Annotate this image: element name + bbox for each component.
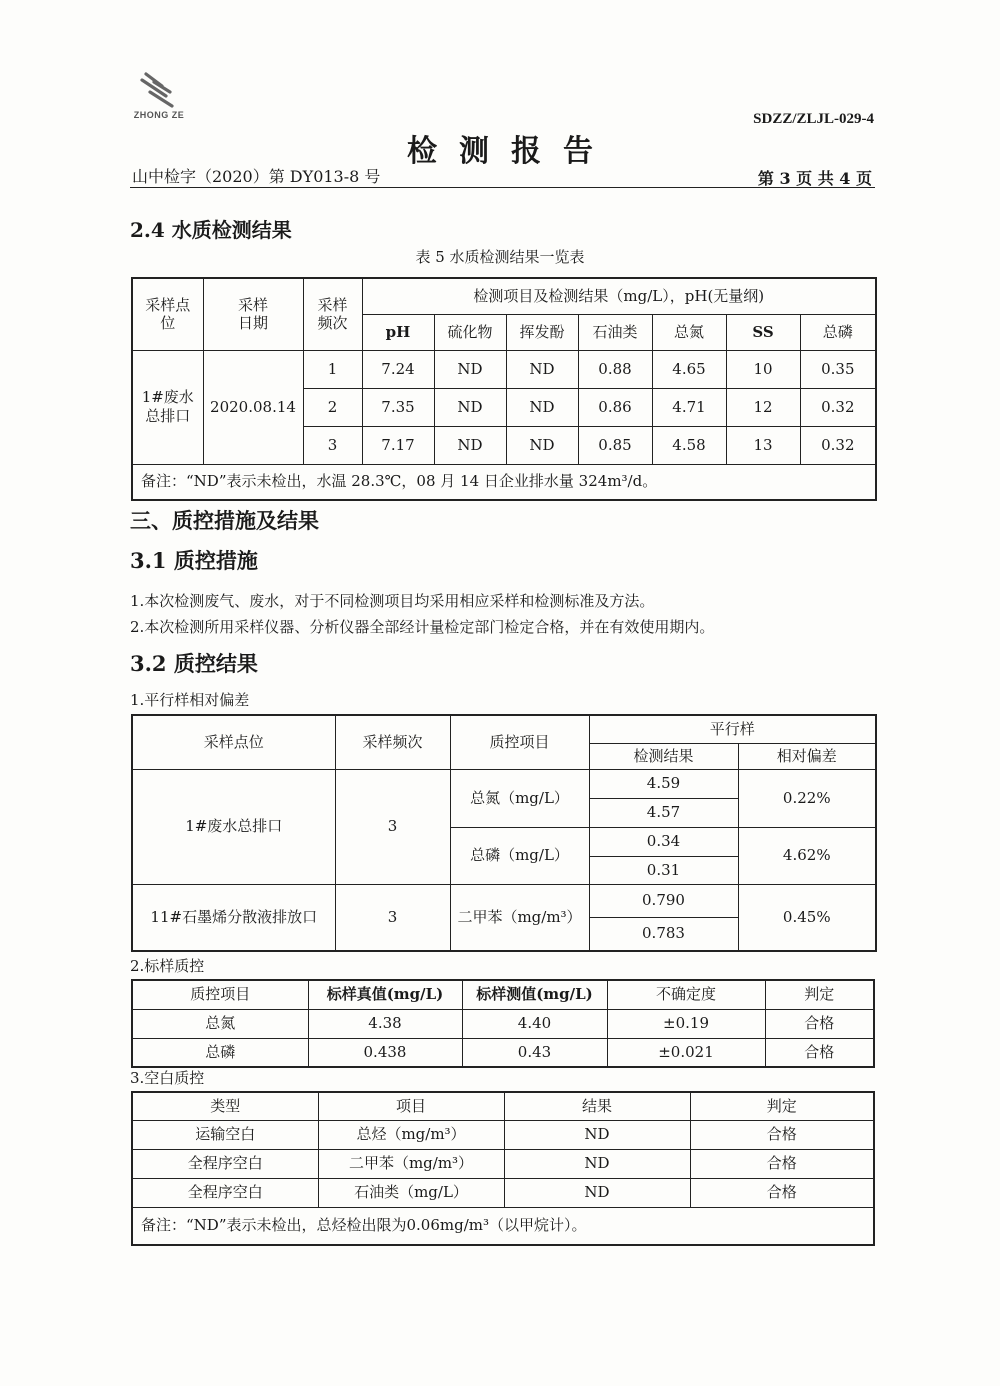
- deviation-cell: 4.62%: [738, 827, 876, 884]
- header-item-oil: 石油类: [578, 314, 652, 350]
- cell: 合格: [690, 1120, 874, 1149]
- logo-text: ZHONG ZE: [133, 110, 185, 120]
- value-cell: 0.35: [800, 350, 876, 388]
- freq-cell: 3: [303, 426, 362, 464]
- header-item-ph: pH: [362, 314, 434, 350]
- table-row: [132, 769, 876, 798]
- cell: 合格: [690, 1149, 874, 1178]
- section-3-2-heading: 3.2 质控结果: [130, 651, 258, 676]
- water-quality-table: [131, 277, 877, 501]
- cell: ±0.021: [607, 1038, 765, 1067]
- value-cell: 4.58: [652, 426, 726, 464]
- cell: 4.38: [308, 1009, 462, 1038]
- header-item: 质控项目: [450, 715, 589, 769]
- blank-label: 3.空白质控: [130, 1069, 205, 1087]
- header-freq: 采样频次: [303, 278, 362, 350]
- table-row: [132, 1149, 874, 1178]
- item-cell: 总磷（mg/L）: [450, 827, 589, 884]
- value-cell: 0.32: [800, 388, 876, 426]
- qc-measure-1: 1.本次检测废气、废水，对于不同检测项目均采用相应采样和检测标准及方法。: [130, 592, 655, 610]
- header-cell: 标样真值(mg/L): [308, 980, 462, 1009]
- site-cell: 1#废水总排口: [132, 350, 203, 464]
- value-cell: 0.32: [800, 426, 876, 464]
- value-cell: 0.88: [578, 350, 652, 388]
- cell: 合格: [765, 1038, 874, 1067]
- value-cell: 12: [726, 388, 800, 426]
- value-cell: 13: [726, 426, 800, 464]
- header-parallel-group: 平行样: [589, 715, 876, 743]
- section-3-1-heading: 3.1 质控措施: [130, 548, 258, 573]
- header-cell: 结果: [504, 1092, 690, 1120]
- item-cell: 二甲苯（mg/m³）: [450, 884, 589, 951]
- parallel-label: 1.平行样相对偏差: [130, 691, 250, 709]
- table-row: [132, 1009, 874, 1038]
- table-note: 备注：“ND”表示未检出，水温 28.3℃，08 月 14 日企业排水量 324m³/d。: [132, 464, 876, 500]
- value-cell: 7.24: [362, 350, 434, 388]
- header-deviation: 相对偏差: [738, 743, 876, 769]
- cell: 运输空白: [132, 1120, 318, 1149]
- header-item-tn: 总氮: [652, 314, 726, 350]
- cell: 全程序空白: [132, 1149, 318, 1178]
- table-row: [132, 1178, 874, 1207]
- header-divider: [130, 187, 875, 188]
- header-cell: 判定: [690, 1092, 874, 1120]
- cell: 合格: [765, 1009, 874, 1038]
- site-cell: 1#废水总排口: [132, 769, 335, 884]
- value-cell: ND: [506, 388, 578, 426]
- cell: 合格: [690, 1178, 874, 1207]
- value-cell: 4.71: [652, 388, 726, 426]
- page-title: 检测报告: [407, 134, 615, 169]
- value-cell: 7.35: [362, 388, 434, 426]
- cell: 总氮: [132, 1009, 308, 1038]
- value-cell: ND: [434, 388, 506, 426]
- value-cell: 7.17: [362, 426, 434, 464]
- deviation-cell: 0.22%: [738, 769, 876, 827]
- result-cell: 0.790: [589, 884, 738, 917]
- value-cell: 10: [726, 350, 800, 388]
- cell: 二甲苯（mg/m³）: [318, 1149, 504, 1178]
- cell: 0.438: [308, 1038, 462, 1067]
- standard-sample-table: [131, 979, 875, 1068]
- value-cell: ND: [506, 350, 578, 388]
- cell: 总磷: [132, 1038, 308, 1067]
- header-cell: 不确定度: [607, 980, 765, 1009]
- header-item-sulfide: 硫化物: [434, 314, 506, 350]
- deviation-cell: 0.45%: [738, 884, 876, 951]
- section-3-heading: 三、质控措施及结果: [130, 508, 319, 533]
- document-code: SDZZ/ZLJL-029-4: [753, 111, 874, 127]
- cell: 石油类（mg/L）: [318, 1178, 504, 1207]
- result-cell: 0.31: [589, 856, 738, 884]
- cell: 4.40: [462, 1009, 607, 1038]
- table-row: [132, 1038, 874, 1067]
- header-item-phenol: 挥发酚: [506, 314, 578, 350]
- table-row: [132, 350, 876, 388]
- result-cell: 4.57: [589, 798, 738, 827]
- date-cell: 2020.08.14: [203, 350, 303, 464]
- header-freq: 采样频次: [335, 715, 450, 769]
- result-cell: 4.59: [589, 769, 738, 798]
- value-cell: 4.65: [652, 350, 726, 388]
- header-cell: 项目: [318, 1092, 504, 1120]
- cell: 总烃（mg/m³）: [318, 1120, 504, 1149]
- table-note: 备注：“ND”表示未检出，总烃检出限为0.06mg/m³（以甲烷计）。: [132, 1207, 874, 1245]
- table-row: [132, 1120, 874, 1149]
- header-date: 采样日期: [203, 278, 303, 350]
- page-indicator: 第 3 页 共 4 页: [757, 169, 872, 188]
- qc-measure-2: 2.本次检测所用采样仪器、分析仪器全部经计量检定部门检定合格，并在有效使用期内。: [130, 618, 715, 636]
- cell: ND: [504, 1149, 690, 1178]
- logo-mark-icon: [128, 68, 190, 112]
- freq-cell: 3: [335, 769, 450, 884]
- blank-qc-table: [131, 1091, 875, 1246]
- table-5-caption: 表 5 水质检测结果一览表: [415, 248, 585, 266]
- cell: 全程序空白: [132, 1178, 318, 1207]
- result-cell: 0.783: [589, 917, 738, 951]
- value-cell: ND: [434, 350, 506, 388]
- cell: ND: [504, 1120, 690, 1149]
- standard-label: 2.标样质控: [130, 957, 205, 975]
- item-cell: 总氮（mg/L）: [450, 769, 589, 827]
- cell: 0.43: [462, 1038, 607, 1067]
- freq-cell: 1: [303, 350, 362, 388]
- freq-cell: 3: [335, 884, 450, 951]
- site-cell: 11#石墨烯分散液排放口: [132, 884, 335, 951]
- header-items-group: 检测项目及检测结果（mg/L），pH(无量纲): [362, 278, 876, 314]
- header-site: 采样点位: [132, 278, 203, 350]
- value-cell: 0.85: [578, 426, 652, 464]
- header-item-tp: 总磷: [800, 314, 876, 350]
- company-logo: [128, 68, 198, 126]
- value-cell: 0.86: [578, 388, 652, 426]
- header-result: 检测结果: [589, 743, 738, 769]
- header-cell: 质控项目: [132, 980, 308, 1009]
- value-cell: ND: [434, 426, 506, 464]
- header-cell: 标样测值(mg/L): [462, 980, 607, 1009]
- value-cell: ND: [506, 426, 578, 464]
- freq-cell: 2: [303, 388, 362, 426]
- table-row: [132, 884, 876, 917]
- result-cell: 0.34: [589, 827, 738, 856]
- cell: ND: [504, 1178, 690, 1207]
- parallel-sample-table: [131, 714, 877, 952]
- header-site: 采样点位: [132, 715, 335, 769]
- header-cell: 判定: [765, 980, 874, 1009]
- cell: ±0.19: [607, 1009, 765, 1038]
- header-item-ss: SS: [726, 314, 800, 350]
- header-cell: 类型: [132, 1092, 318, 1120]
- report-number: 山中检字（2020）第 DY013-8 号: [132, 167, 381, 186]
- section-2-4-heading: 2.4 水质检测结果: [130, 218, 292, 242]
